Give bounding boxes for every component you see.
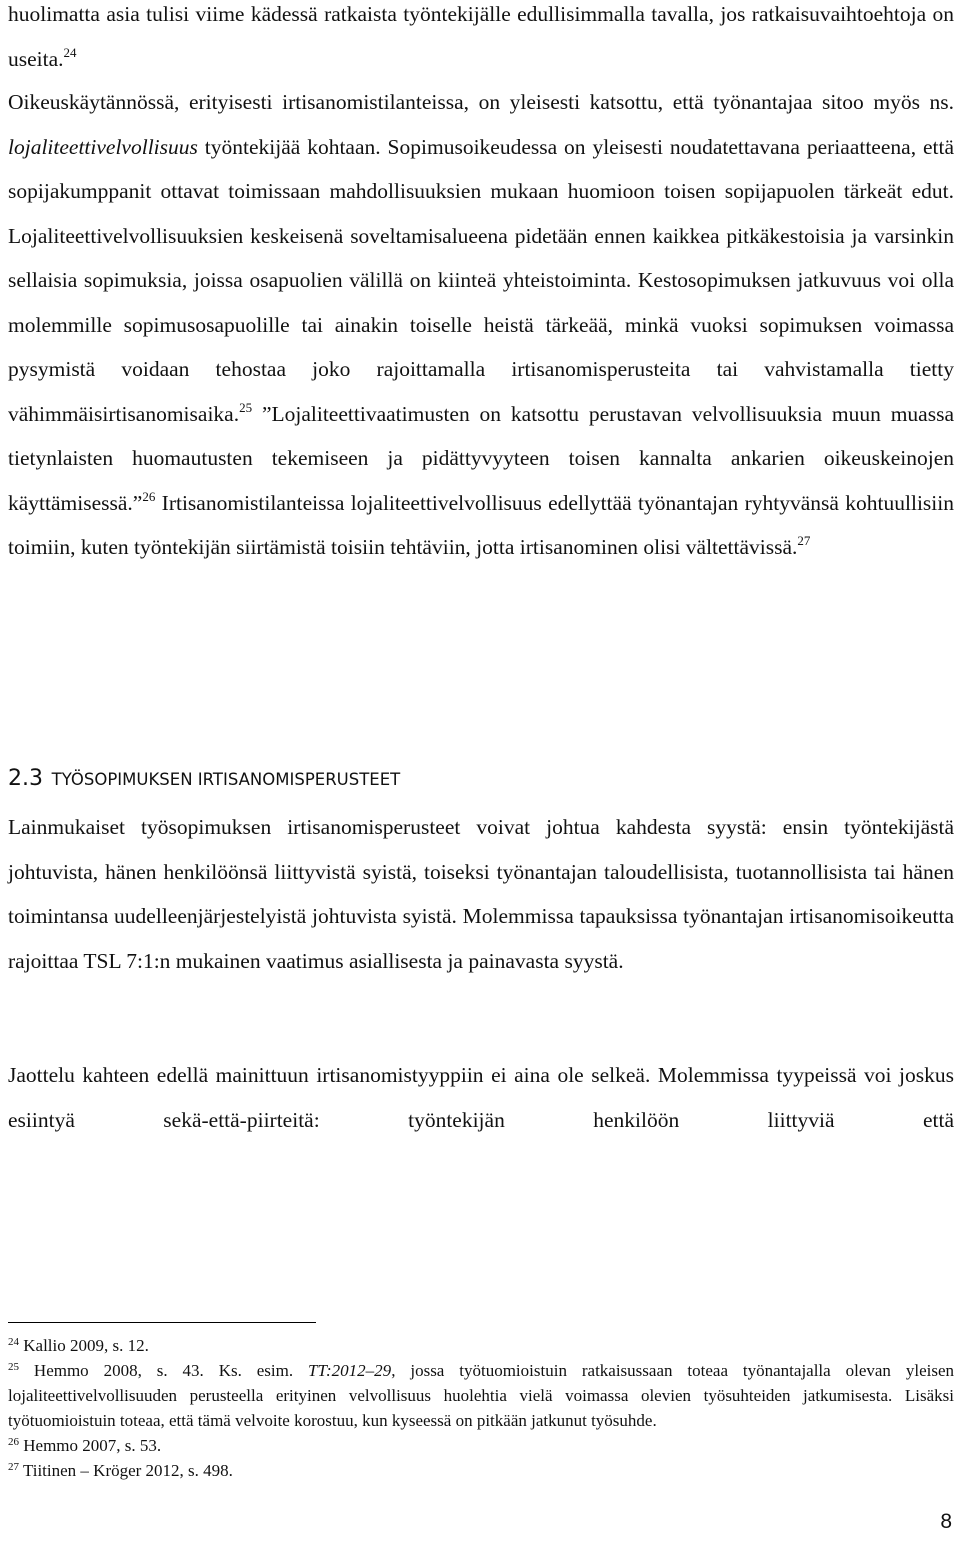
section-title: TYÖSOPIMUKSEN IRTISANOMISPERUSTEET	[51, 770, 401, 789]
section-heading	[8, 762, 400, 795]
paragraph-text: työntekijää kohtaan. Sopimusoikeudessa on yleisesti noudatettavana periaatteena, että sopijakumppanit ottavat toimissaan mahdollisuuksien mukaan huomioon toisen sopijapuolen tärkeät edut. Lojaliteettivelvollisuuksien keskeisenä soveltamisalueena pidetään ennen kaikkea pitkäkestoisia ja varsinkin sellaisia sopimuksia, joissa osapuolien välillä on kiinteä yhteistoiminta. Kestosopimuksen jatkuvuus voi olla molemmille sopimusosapuolille tai ainakin toiselle heistä tärkeää, minkä vuoksi sopimuksen voimassa pysymistä voidaan tehostaa joko rajoittamalla irtisanomisperusteita tai vahvistamalla tietty vähimmäisirtisanomisaika.	[8, 134, 954, 426]
footnote-divider	[8, 1322, 316, 1323]
footnote-text: Kallio 2009, s. 12.	[19, 1336, 149, 1355]
paragraph-loyalty	[8, 80, 954, 570]
footnotes	[8, 1333, 954, 1483]
footnote-text: Tiitinen – Kröger 2012, s. 498.	[19, 1461, 233, 1480]
paragraph-text: huolimatta asia tulisi viime kädessä ratkaista työntekijälle edullisimmalla tavalla, jos ratkaisuvaihtoehtoja on useita.	[8, 2, 954, 71]
paragraph-text: Jaottelu kahteen edellä mainittuun irtisanomistyyppiin ei aina ole selkeä. Molemmissa tyypeissä voi joskus esiintyä sekä-että-piirteitä: työntekijän henkilöön liittyviä että	[8, 1063, 954, 1132]
footnote-ref: 24	[63, 44, 77, 60]
footnote-number: 26	[8, 1436, 19, 1448]
footnote-ref: 27	[797, 533, 811, 548]
page-number: 8	[940, 1510, 952, 1533]
paragraph-text: Lainmukaiset työsopimuksen irtisanomisperusteet voivat johtua kahdesta syystä: ensin työntekijästä johtuvista, hänen henkilöönsä liittyvistä syistä, toiseksi työnantajan taloudellisista, tuotannollisista tai hänen toimintansa uudelleenjärjestelyistä johtuvista syistä. Molemmissa tapauksissa työnantajan irtisanomisoikeutta rajoittaa TSL 7:1:n mukainen vaatimus asiallisesta ja painavasta syystä.	[8, 815, 954, 973]
paragraph-division	[8, 1053, 954, 1142]
footnote-number: 24	[8, 1336, 19, 1348]
paragraph-text: Irtisanomistilanteissa lojaliteettivelvollisuus edellyttää työnantajan ryhtyvänsä kohtuullisiin toimiin, kuten työntekijän siirtämistä toisiin tehtäviin, jotta irtisanominen olisi vältettävissä.	[8, 490, 954, 559]
footnote-24	[8, 1333, 954, 1358]
footnote-ref: 25	[239, 399, 253, 415]
footnote-number: 25	[8, 1361, 19, 1373]
footnote-text: Hemmo 2007, s. 53.	[19, 1436, 162, 1455]
paragraph-quote: ”Lojaliteettivaatimusten on katsottu perustavan velvollisuuksia muun muassa tietynlaisten huomautusten tekemiseen ja pidättyvyyteen toisen kannalta ankarien oikeuskeinojen käyttämisessä.”	[8, 401, 954, 515]
section-number: 2.3	[8, 766, 43, 791]
paragraph-text: Oikeuskäytännössä, erityisesti irtisanomistilanteissa, on yleisesti katsottu, että työnantajaa sitoo myös ns.	[8, 90, 954, 114]
footnote-text: Hemmo 2008, s. 43. Ks. esim.	[19, 1361, 309, 1380]
footnote-25	[8, 1358, 954, 1433]
footnote-number: 27	[8, 1461, 19, 1473]
footnote-26	[8, 1433, 954, 1458]
paragraph-intro	[8, 0, 954, 81]
footnote-27	[8, 1458, 954, 1483]
paragraph-grounds	[8, 805, 954, 983]
case-reference: TT:2012–29	[308, 1361, 392, 1380]
italic-term: lojaliteettivelvollisuus	[8, 134, 198, 159]
footnote-ref: 26	[142, 488, 156, 504]
footnote-text: , jossa työtuomioistuin ratkaisussaan toteaa työnantajalla olevan yleisen lojaliteettivelvollisuuden perusteella erityinen velvollisuus huolehtia vielä voimassa olevien työsuhteiden jatkumisesta. Lisäksi työtuomioistuin toteaa, että tämä velvoite korostuu, kun kyseessä on pitkään jatkunut työsuhde.	[8, 1361, 954, 1430]
